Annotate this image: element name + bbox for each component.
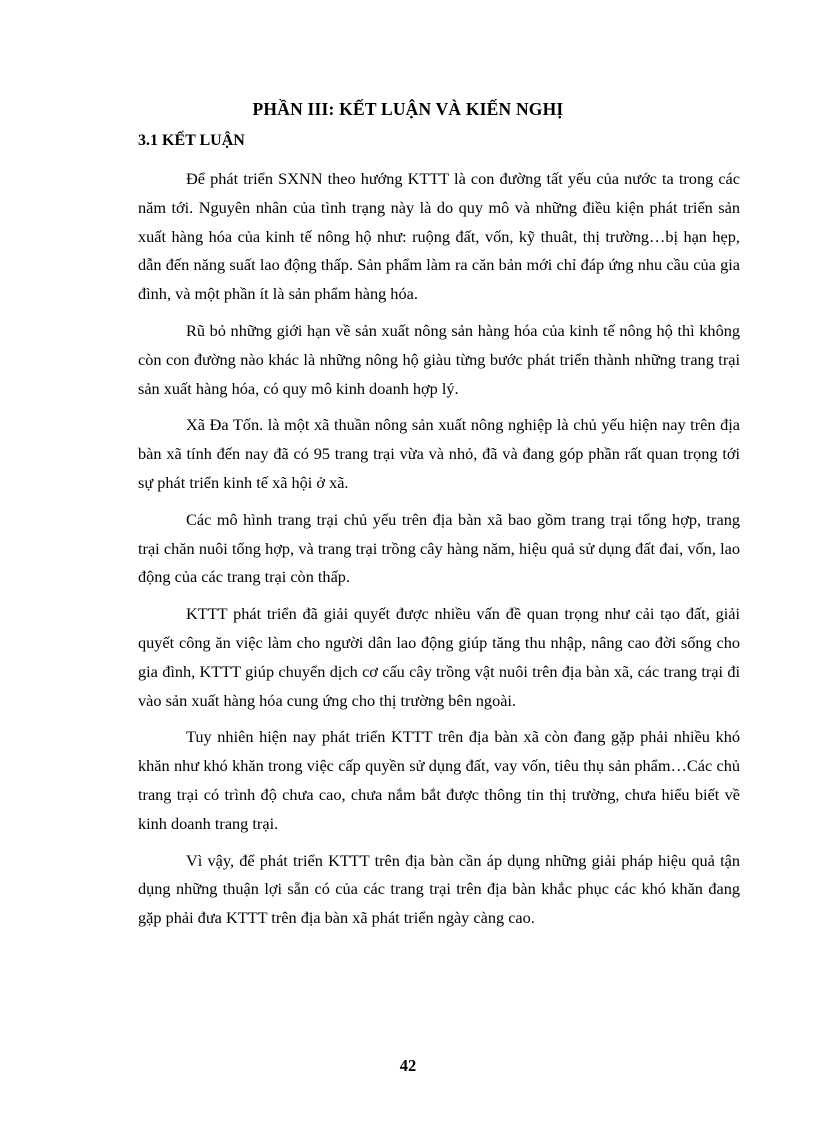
chapter-title: PHẦN III: KẾT LUẬN VÀ KIẾN NGHỊ bbox=[252, 99, 564, 119]
paragraph-6: Tuy nhiên hiện nay phát triển KTTT trên địa bàn xã còn đang gặp phải nhiều khó khăn như khó khăn trong việc cấp quyền sử dụng đất, vay vốn, tiêu thụ sản phẩm…Các chủ trang trại có trình độ chưa cao, chưa nắm bắt được thông tin thị trường, chưa hiểu biết về kinh doanh trang trại. bbox=[138, 727, 740, 833]
paragraph-2: Rũ bỏ những giới hạn về sản xuất nông sản hàng hóa của kinh tế nông hộ thì không còn con đường nào khác là những nông hộ giàu từng bước phát triển thành những trang trại sản xuất hàng hóa, có quy mô kinh doanh hợp lý. bbox=[138, 320, 740, 398]
paragraph-3: Xã Đa Tốn. là một xã thuần nông sản xuất nông nghiệp là chủ yếu hiện nay trên địa bàn xã tính đến nay đã có 95 trang trại vừa và nhỏ, đã và đang góp phần rất quan trọng tới sự phát triển kinh tế xã hội ở xã. bbox=[138, 415, 740, 492]
paragraph-4: Các mô hình trang trại chủ yếu trên địa bàn xã bao gồm trang trại tổng hợp, trang trại chăn nuôi tổng hợp, và trang trại trồng cây hàng năm, hiệu quả sử dụng đất đai, vốn, lao động của các trang trại còn thấp. bbox=[138, 509, 740, 587]
body-text bbox=[138, 165, 740, 941]
paragraph-1: Để phát triển SXNN theo hướng KTTT là con đường tất yếu của nước ta trong các năm tới. Nguyên nhân của tình trạng này là do quy mô và những điều kiện phát triển sản xuất hàng hóa của kinh tế nông hộ như: ruộng đất, vốn, kỹ thuât, thị trường…bị hạn hẹp, dẫn đến năng suất lao động thấp. Sản phẩm làm ra căn bản mới chỉ đáp ứng nhu cầu của gia đình, và một phần ít là sản phẩm hàng hóa. bbox=[138, 169, 740, 304]
paragraph-7: Vì vậy, để phát triển KTTT trên địa bàn cần áp dụng những giải pháp hiệu quả tận dụng những thuận lợi sẵn có của các trang trại trên địa bàn khắc phục các khó khăn đang gặp phải đưa KTTT trên địa bàn xã phát triển ngày càng cao. bbox=[138, 850, 740, 928]
page-number: 42 bbox=[399, 1056, 417, 1075]
section-heading: 3.1 KẾT LUẬN bbox=[138, 132, 245, 149]
paragraph-5: KTTT phát triển đã giải quyết được nhiều vấn đề quan trọng như cải tạo đất, giải quyết công ăn việc làm cho người dân lao động giúp tăng thu nhập, nâng cao đời sống cho gia đình, KTTT giúp chuyển dịch cơ cấu cây trồng vật nuôi trên địa bàn xã, các trang trại đi vào sản xuất hàng hóa cung ứng cho thị trường bên ngoài. bbox=[138, 604, 740, 710]
